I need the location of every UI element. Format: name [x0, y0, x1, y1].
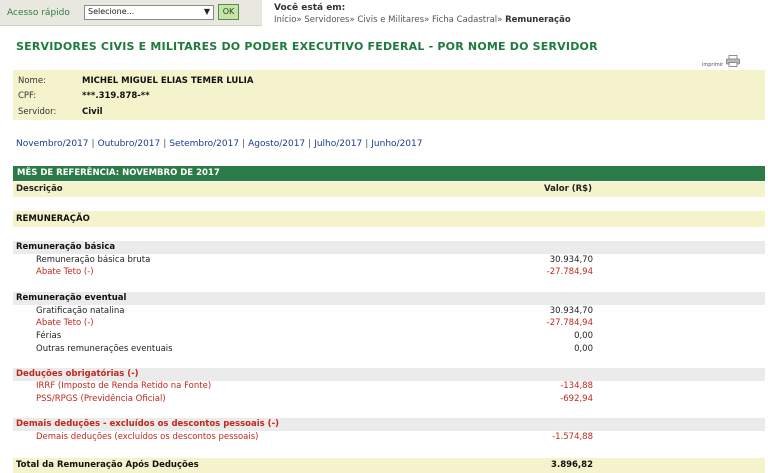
row-label: Remuneração básica bruta: [36, 255, 151, 265]
group-label: Remuneração básica: [16, 242, 116, 252]
row-label: PSS/RPGS (Previdência Oficial): [36, 394, 166, 404]
group-label: Demais deduções - excluídos os descontos pessoais (-): [16, 419, 279, 429]
section-label: REMUNERAÇÃO: [16, 214, 90, 224]
table-row: [13, 317, 765, 330]
table-row: [13, 393, 765, 406]
month-link-agosto-2017[interactable]: Agosto/2017: [248, 139, 306, 149]
row-value: -1.574,88: [552, 432, 593, 442]
group-remuneracao-basica: [13, 241, 765, 254]
row-label: IRRF (Imposto de Renda Retido na Fonte): [36, 381, 212, 391]
table-row: [13, 431, 765, 444]
breadcrumb-servidores[interactable]: Servidores: [304, 15, 350, 25]
month-link-junho-2017[interactable]: Junho/2017: [371, 139, 423, 149]
ok-button[interactable]: OK: [218, 4, 239, 20]
row-value: 0,00: [574, 344, 593, 354]
row-value: 0,00: [574, 331, 593, 341]
month-link-novembro-2017[interactable]: Novembro/2017: [16, 139, 89, 149]
breadcrumb-ficha-cadastral[interactable]: Ficha Cadastral: [431, 15, 498, 25]
row-label: Abate Teto (-): [36, 318, 94, 328]
nome-label: Nome:: [18, 76, 46, 86]
month-link-outubro-2017[interactable]: Outubro/2017: [97, 139, 161, 149]
nome-value: MICHEL MIGUEL ELIAS TEMER LULIA: [82, 76, 254, 86]
cpf-value: ***.319.878-**: [82, 91, 150, 101]
servidor-value: Civil: [82, 107, 103, 117]
breadcrumb-area: [274, 3, 571, 25]
breadcrumb: Início» Servidores» Civis e Militares» Ficha Cadastral» Remuneração: [274, 15, 571, 25]
quick-access-panel: [0, 0, 262, 26]
row-value: -27.784,94: [546, 318, 593, 328]
breadcrumb-current: Remuneração: [505, 15, 571, 25]
group-label: Remuneração eventual: [16, 293, 127, 303]
quick-access-select[interactable]: [84, 5, 214, 20]
row-value: 30.934,70: [549, 306, 593, 316]
cpf-label: CPF:: [18, 91, 37, 101]
print-label: imprimir: [702, 62, 724, 68]
group-demais-deducoes: [13, 418, 765, 431]
row-label: Férias: [36, 331, 62, 341]
total-label: Total da Remuneração Após Deduções: [16, 460, 199, 470]
print-button[interactable]: [702, 55, 742, 69]
total-value: 3.896,82: [551, 460, 593, 470]
table-column-headers: [13, 182, 765, 197]
row-label: Gratificação natalina: [36, 306, 125, 316]
top-bar: [0, 0, 768, 28]
row-value: -692,94: [560, 394, 593, 404]
servidor-label: Servidor:: [18, 107, 57, 117]
total-row: [13, 458, 765, 473]
breadcrumb-title: Você está em:: [274, 3, 346, 13]
group-label: Deduções obrigatórias (-): [16, 369, 139, 379]
quick-access-label: Acesso rápido: [7, 8, 70, 18]
printer-icon: [726, 55, 740, 67]
breadcrumb-inicio[interactable]: Início: [274, 15, 297, 25]
section-remuneracao: [13, 211, 765, 227]
row-value: 30.934,70: [549, 255, 593, 265]
table-row: [13, 266, 765, 279]
column-valor: Valor (R$): [544, 184, 592, 194]
month-links: Novembro/2017 | Outubro/2017 | Setembro/2017 | Agosto/2017 | Julho/2017 | Junho/2017: [16, 139, 423, 149]
table-row: [13, 330, 765, 343]
month-link-setembro-2017[interactable]: Setembro/2017: [169, 139, 240, 149]
dropdown-arrow-icon: ▼: [203, 7, 210, 16]
row-label: Demais deduções (excluídos os descontos pessoais): [36, 432, 259, 442]
column-descricao: Descrição: [16, 184, 63, 194]
row-label: Abate Teto (-): [36, 267, 94, 277]
row-value: -27.784,94: [546, 267, 593, 277]
table-row: [13, 380, 765, 393]
quick-access-select-value: Selecione...: [88, 7, 135, 16]
group-remuneracao-eventual: [13, 292, 765, 305]
row-label: Outras remunerações eventuais: [36, 344, 173, 354]
month-link-julho-2017[interactable]: Julho/2017: [314, 139, 363, 149]
row-value: -134,88: [560, 381, 593, 391]
servidor-info-panel: [13, 70, 765, 120]
breadcrumb-civis-militares[interactable]: Civis e Militares: [357, 15, 425, 25]
reference-month-header: MÊS DE REFERÊNCIA: NOVEMBRO DE 2017: [13, 166, 765, 181]
page-title: SERVIDORES CIVIS E MILITARES DO PODER EXECUTIVO FEDERAL - POR NOME DO SERVIDOR: [16, 40, 598, 53]
table-row: [13, 343, 765, 356]
